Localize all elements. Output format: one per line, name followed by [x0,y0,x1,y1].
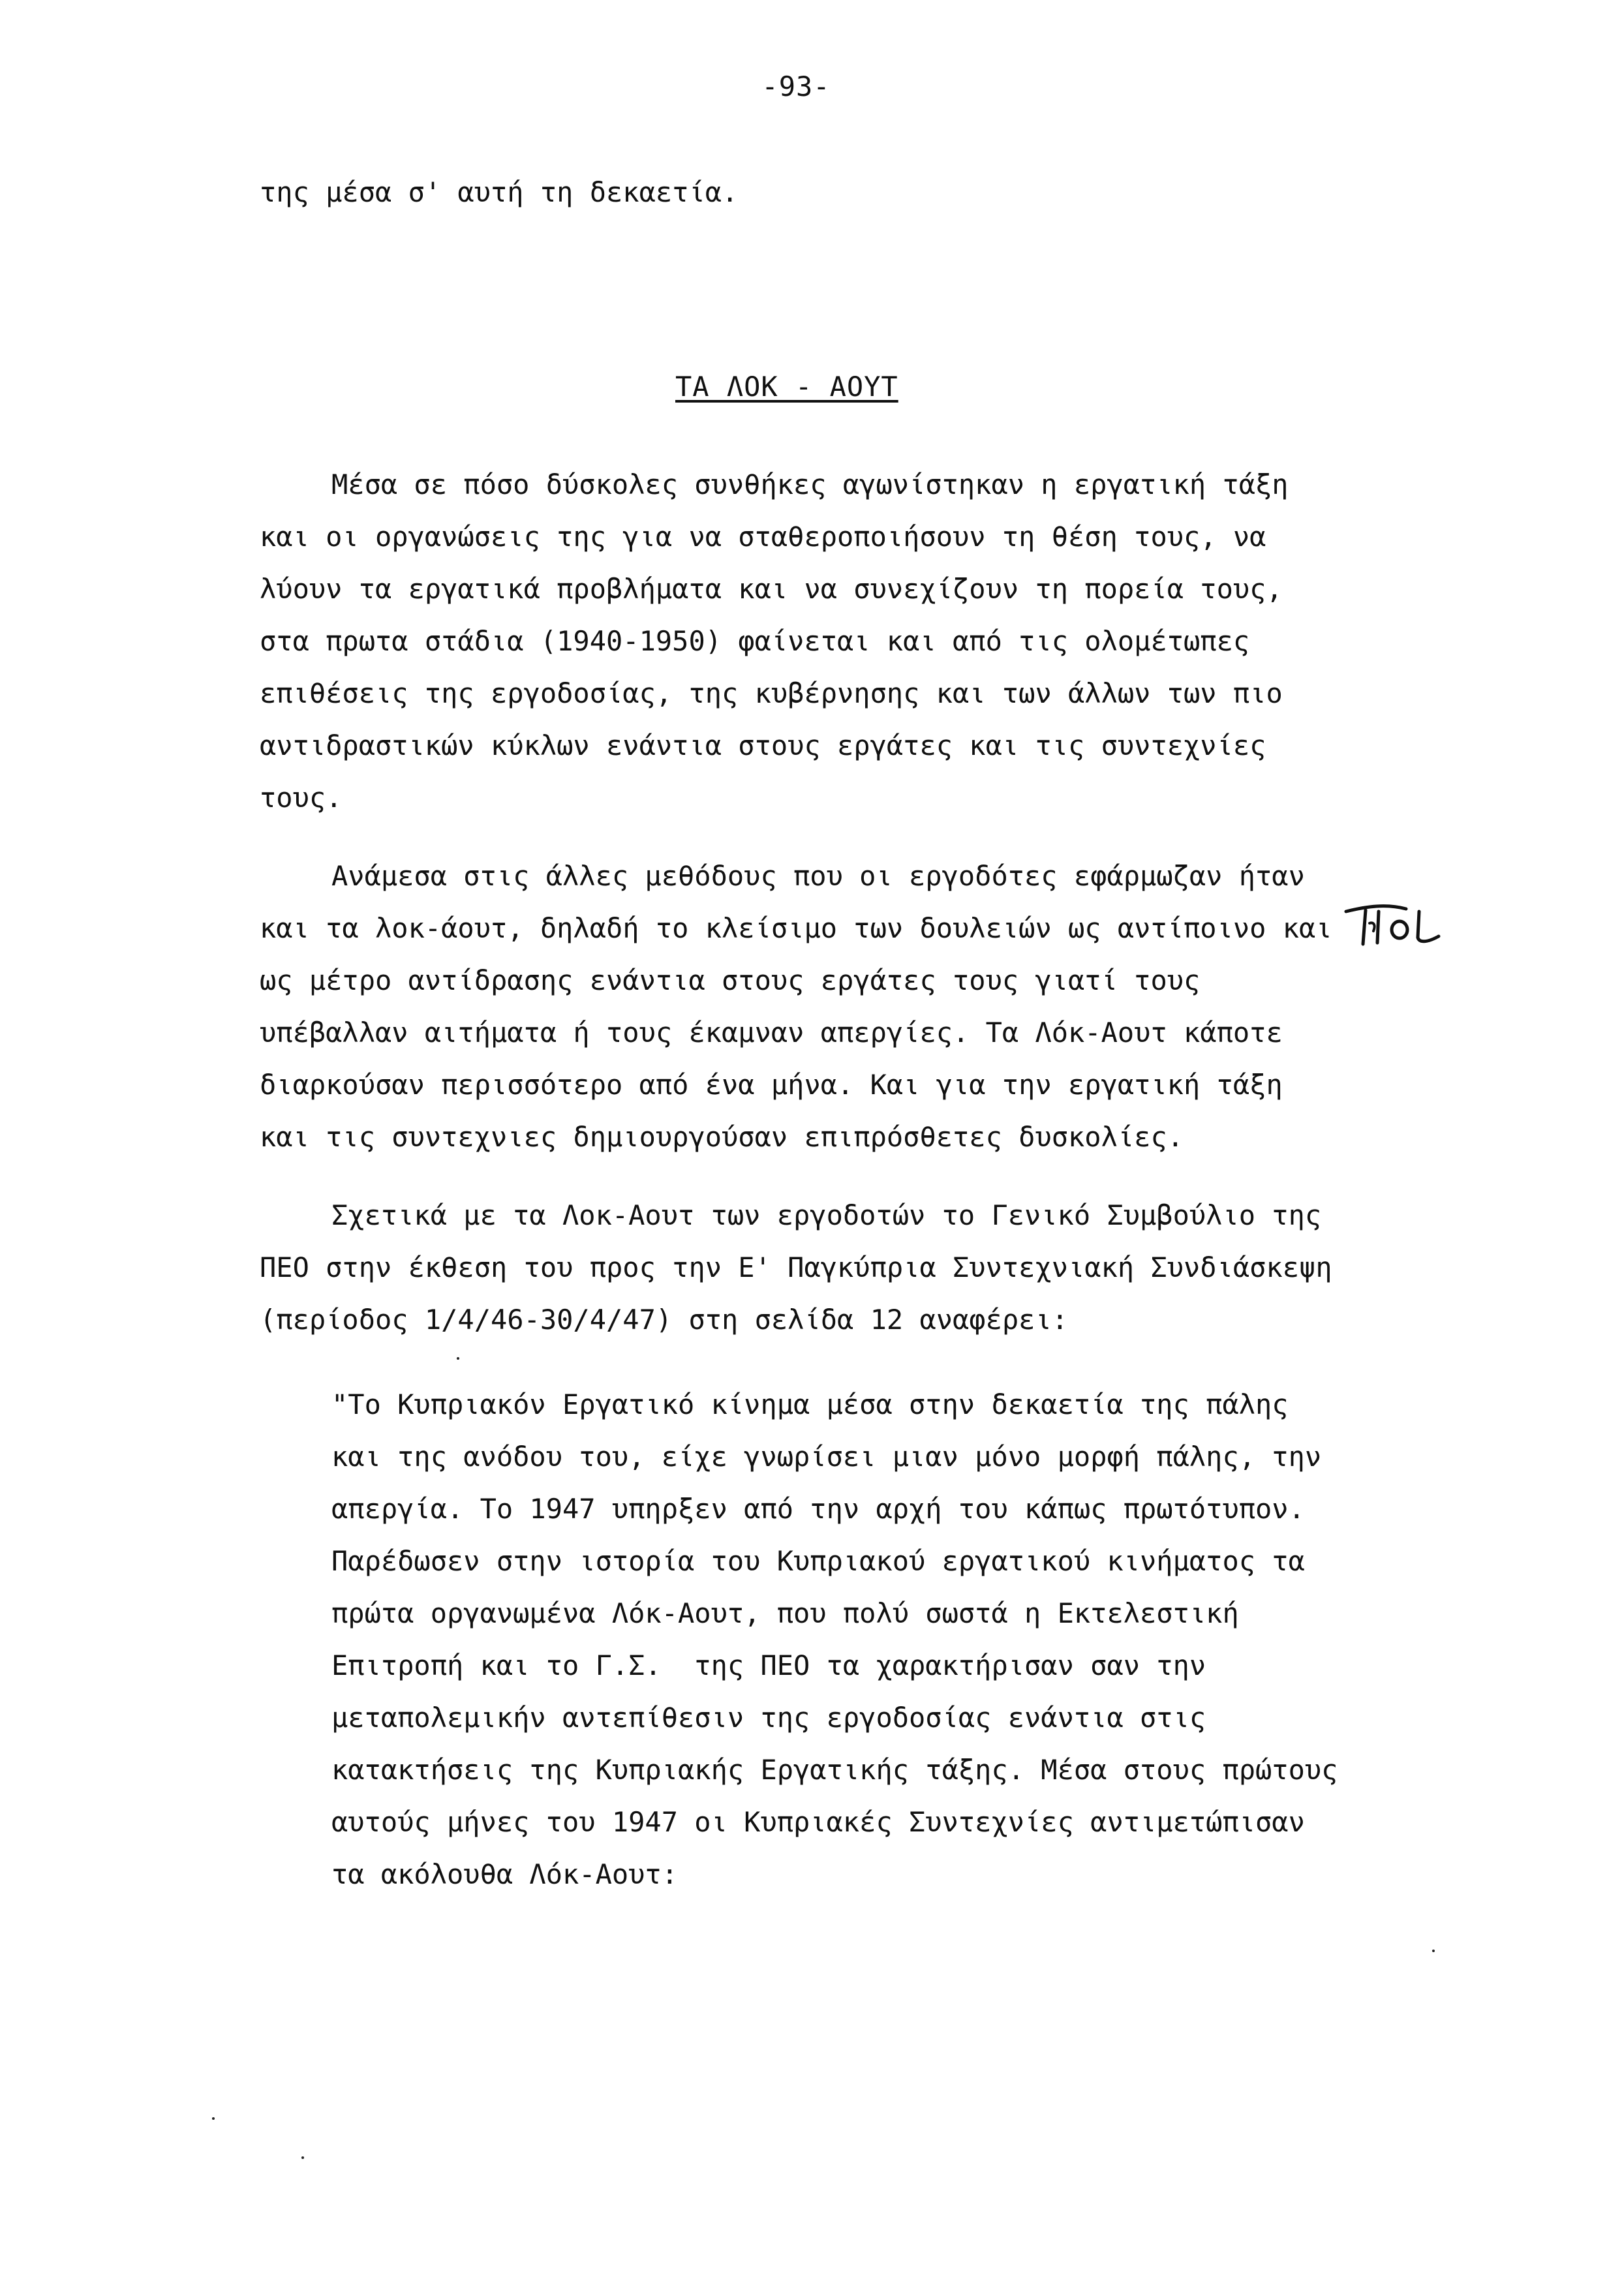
intro-line: της μέσα σ' αυτή τη δεκαετία. [260,176,739,208]
paragraph-line: Μέσα σε πόσο δύσκολες συνθήκες αγωνίστηκαν η εργατική τάξη [331,468,1289,500]
quote-line: μεταπολεμικήν αντεπίθεσιν της εργοδοσίας ενάντια στις [331,1702,1206,1734]
paragraph-line: και τις συντεχνιες δημιουργούσαν επιπρόσθετες δυσκολίες. [260,1121,1184,1153]
quote-line: αυτούς μήνες του 1947 οι Κυπριακές Συντεχνίες αντιμετώπισαν [331,1806,1305,1838]
quote-line: απεργία. Το 1947 υπηρξεν από την αρχή του κάπως πρωτότυπον. [331,1493,1305,1525]
quote-line: κατακτήσεις της Κυπριακής Εργατικής τάξης. Μέσα στους πρώτους [331,1754,1338,1786]
paragraph-line: Σχετικά με τα Λοκ-Αουτ των εργοδοτών το Γενικό Συμβούλιο της [331,1199,1322,1231]
quote-line: τα ακόλουθα Λόκ-Αουτ: [331,1858,679,1890]
handwritten-annotation [1341,897,1445,956]
paragraph-line: ΠΕΟ στην έκθεση του προς την Ε' Παγκύπρια Συντεχνιακή Συνδιάσκεψη [260,1251,1332,1283]
paragraph-line: υπέβαλλαν αιτήματα ή τους έκαμναν απεργίες. Τα Λόκ-Αουτ κάποτε [260,1017,1283,1049]
paragraph-line: και τα λοκ-άουτ, δηλαδή το κλείσιμο των δουλειών ως αντίποινο και [260,912,1332,944]
paragraph-line: διαρκούσαν περισσότερο από ένα μήνα. Και για την εργατική τάξη [260,1069,1283,1101]
paragraph-line: λύουν τα εργατικά προβλήματα και να συνεχίζουν τη πορεία τους, [260,573,1283,605]
paragraph-line: και οι οργανώσεις της για να σταθεροποιήσουν τη θέση τους, να [260,521,1266,553]
paragraph-line: Ανάμεσα στις άλλες μεθόδους που οι εργοδότες εφάρμωζαν ήταν [331,860,1305,892]
scan-speck [301,2156,304,2159]
paragraph-line: (περίοδος 1/4/46-30/4/47) στη σελίδα 12 αναφέρει: [260,1304,1069,1336]
quote-line: και της ανόδου του, είχε γνωρίσει μιαν μόνο μορφή πάλης, την [331,1441,1322,1473]
paragraph-line: ως μέτρο αντίδρασης ενάντια στους εργάτες τους γιατί τους [260,964,1201,996]
scan-speck [212,2117,215,2120]
scan-speck [457,1357,459,1360]
quote-line: "Το Κυπριακόν Εργατικό κίνημα μέσα στην δεκαετία της πάλης [331,1388,1289,1420]
paragraph-line: επιθέσεις της εργοδοσίας, της κυβέρνησης και των άλλων των πιο [260,677,1283,709]
paragraph-line: αντιδραστικών κύκλων ενάντια στους εργάτες και τις συντεχνίες [260,729,1266,761]
scan-speck [1432,1950,1435,1952]
quote-line: πρώτα οργανωμένα Λόκ-Αουτ, που πολύ σωστά η Εκτελεστική [331,1597,1239,1629]
quote-line: Επιτροπή και το Γ.Σ. της ΠΕΟ τα χαρακτήρισαν σαν την [331,1649,1206,1681]
paragraph-line: τους. [260,782,343,814]
section-heading: ΤΑ ΛΟΚ - ΑΟΥΤ [675,371,898,403]
quote-line: Παρέδωσεν στην ιστορία του Κυπριακού εργατικού κινήματος τα [331,1545,1305,1577]
page-number: -93- [761,70,831,102]
paragraph-line: στα πρωτα στάδια (1940-1950) φαίνεται και από τις ολομέτωπες [260,625,1250,657]
